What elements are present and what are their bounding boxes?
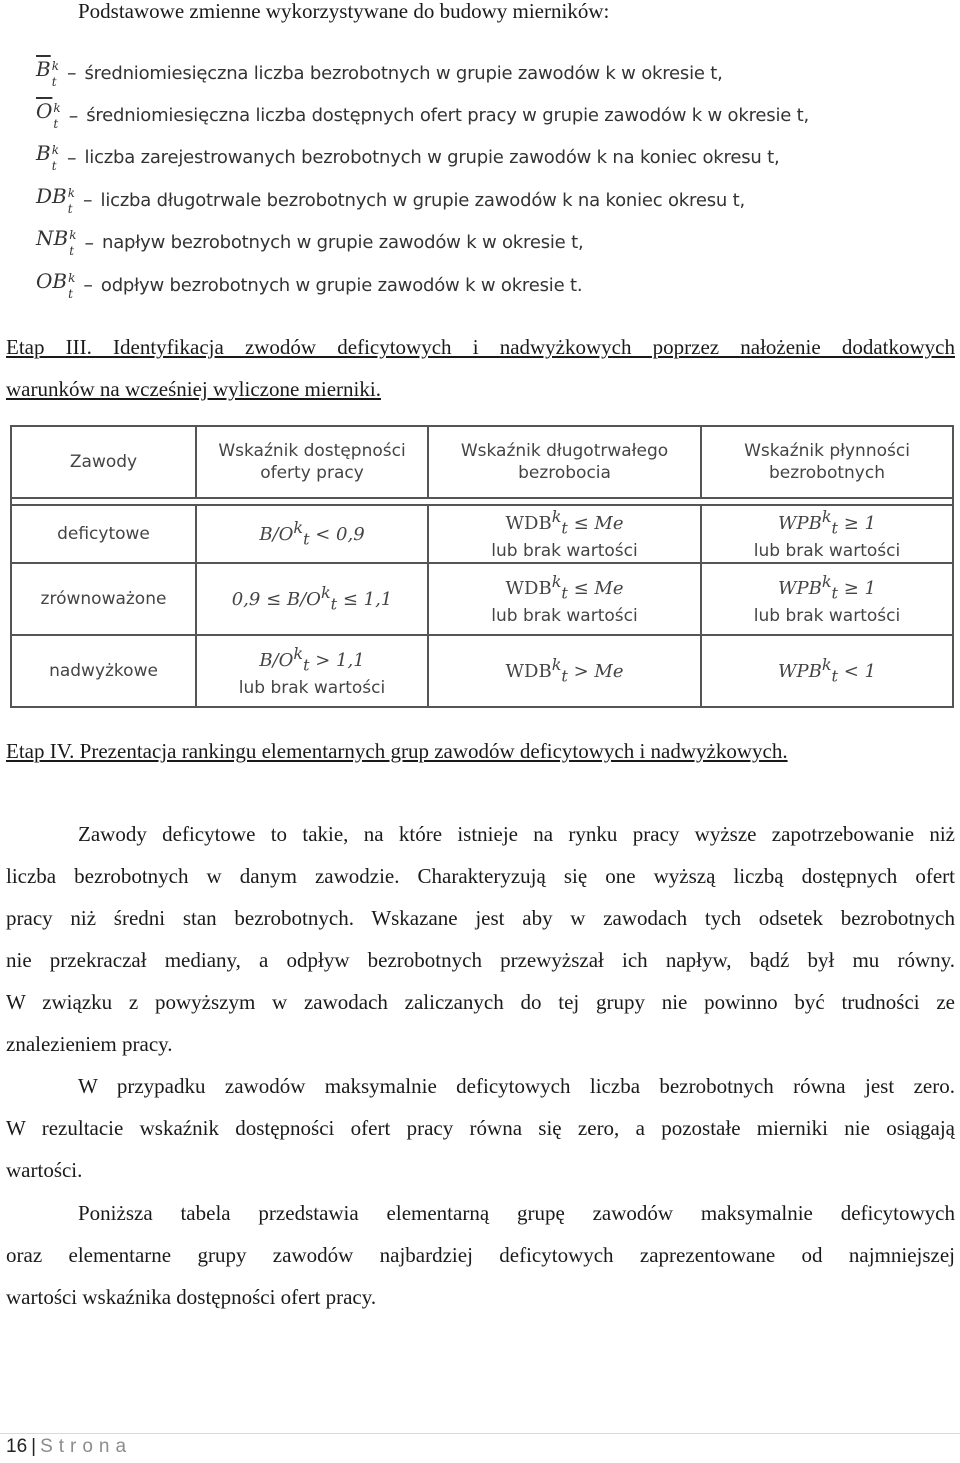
- footer-label: Strona: [40, 1436, 133, 1457]
- table-row-label: nadwyżkowe: [49, 661, 158, 681]
- paragraph-line: oraz elementarne grupy zawodów najbardziej deficytowych zaprezentowane od najmniejszej: [6, 1243, 955, 1267]
- variable-symbol: NB k t: [36, 226, 77, 259]
- variable-symbol: OB k t: [36, 268, 76, 301]
- table-row: [12, 562, 952, 634]
- footer-separator: |: [31, 1436, 37, 1457]
- variable-description: średniomiesięczna liczba bezrobotnych w grupie zawodów k w okresie t,: [84, 62, 723, 84]
- paragraph-line: znalezieniem pracy.: [6, 1032, 173, 1056]
- variable-symbol: $\overline{B}$ k t: [36, 56, 59, 89]
- etap3-heading-cont: warunków na wcześniej wyliczone mierniki.: [6, 377, 381, 401]
- page-number: 16: [6, 1436, 28, 1457]
- table-cell: $B/O^k_t < 0,9$: [195, 506, 427, 562]
- variable-symbol: DB k t: [36, 183, 76, 216]
- table-row: [12, 504, 952, 562]
- variable-item: $\overline{O}$ k t – średniomiesięczna liczba dostępnych ofert pracy w grupie zawodów k w okresie t,: [36, 99, 810, 132]
- table-row-label: deficytowe: [57, 524, 150, 544]
- variable-description: liczba zarejestrowanych bezrobotnych w grupie zawodów k na koniec okresu t,: [84, 147, 780, 169]
- paragraph-line: W przypadku zawodów maksymalnie deficytowych liczba bezrobotnych równa jest zero.: [78, 1074, 955, 1098]
- table-row-label: zrównoważone: [40, 589, 167, 609]
- table-header-cell: Wskaźnik płynności bezrobotnych: [700, 427, 952, 497]
- table-cell: $WPB^k_t < 1$: [700, 636, 952, 706]
- page-footer: [6, 1436, 132, 1458]
- table-cell: $WPB^k_t \ge 1$ lub brak wartości: [700, 564, 952, 634]
- variable-item: $\overline{B}$ k t – średniomiesięczna liczba bezrobotnych w grupie zawodów k w okresie t,: [36, 56, 723, 89]
- variable-description: napływ bezrobotnych w grupie zawodów k w okresie t,: [101, 232, 584, 254]
- table-header-row: [12, 427, 952, 497]
- variable-item: NB k t – napływ bezrobotnych w grupie zawodów k w okresie t,: [36, 226, 584, 259]
- paragraph-line: Zawody deficytowe to takie, na które istnieje na rynku pracy wyższe zapotrzebowanie niż: [78, 822, 955, 846]
- variable-symbol: $\overline{O}$ k t: [36, 99, 61, 132]
- footer-divider: [0, 1433, 960, 1434]
- variable-item: OB k t – odpływ bezrobotnych w grupie zawodów k w okresie t.: [36, 268, 583, 301]
- paragraph-line: W rezultacie wskaźnik dostępności ofert pracy równa się zero, a pozostałe mierniki nie osiągają: [6, 1116, 955, 1140]
- table-header-cell: Zawody: [69, 452, 138, 472]
- variable-description: liczba długotrwale bezrobotnych w grupie zawodów k na koniec okresu t,: [100, 189, 745, 211]
- table-cell: $WDB^k_t \le Me$ lub brak wartości: [427, 506, 700, 562]
- paragraph-line: Poniższa tabela przedstawia elementarną grupę zawodów maksymalnie deficytowych: [78, 1201, 955, 1225]
- variable-item: DB k t – liczba długotrwale bezrobotnych w grupie zawodów k na koniec okresu t,: [36, 183, 745, 216]
- intro-text: Podstawowe zmienne wykorzystywane do budowy mierników:: [78, 0, 610, 23]
- variable-description: średniomiesięczna liczba dostępnych ofert pracy w grupie zawodów k w okresie t,: [86, 105, 810, 127]
- variables-list: [36, 52, 916, 306]
- conditions-table: [10, 425, 954, 708]
- paragraph-line: liczba bezrobotnych w danym zawodzie. Charakteryzują się one wyższą liczbą dostępnych ofert: [6, 864, 955, 888]
- paragraph-line: pracy niż średni stan bezrobotnych. Wskazane jest aby w zawodach tych odsetek bezrobotnych: [6, 906, 955, 930]
- table-cell: $WDB^k_t \le Me$ lub brak wartości: [427, 564, 700, 634]
- paragraph-line: W związku z powyższym w zawodach zaliczanych do tej grupy nie powinno być trudności ze: [6, 990, 955, 1014]
- etap3-heading: Etap III. Identyfikacja zwodów deficytowych i nadwyżkowych poprzez nałożenie dodatkowych: [6, 335, 955, 359]
- table-row: [12, 634, 952, 706]
- paragraph-line: wartości wskaźnika dostępności ofert pracy.: [6, 1285, 377, 1309]
- paragraph-line: nie przekraczał mediany, a odpływ bezrobotnych przewyższał ich napływ, bądź był mu równy.: [6, 948, 955, 972]
- table-cell: $B/O^k_t > 1,1$ lub brak wartości: [195, 636, 427, 706]
- paragraph-line: wartości.: [6, 1158, 83, 1182]
- table-cell: $WDB^k_t > Me$: [427, 636, 700, 706]
- table-header-cell: Wskaźnik dostępności oferty pracy: [195, 427, 427, 497]
- etap4-heading: Etap IV. Prezentacja rankingu elementarnych grup zawodów deficytowych i nadwyżkowych.: [6, 739, 788, 763]
- table-cell: $WPB^k_t \ge 1$ lub brak wartości: [700, 506, 952, 562]
- variable-symbol: B k t: [36, 141, 59, 174]
- variable-description: odpływ bezrobotnych w grupie zawodów k w okresie t.: [100, 274, 583, 296]
- table-header-cell: Wskaźnik długotrwałego bezrobocia: [427, 427, 700, 497]
- variable-item: B k t – liczba zarejestrowanych bezrobotnych w grupie zawodów k na koniec okresu t,: [36, 141, 780, 174]
- table-cell: $0,9 \le B/O^k_t \le 1,1$: [195, 564, 427, 634]
